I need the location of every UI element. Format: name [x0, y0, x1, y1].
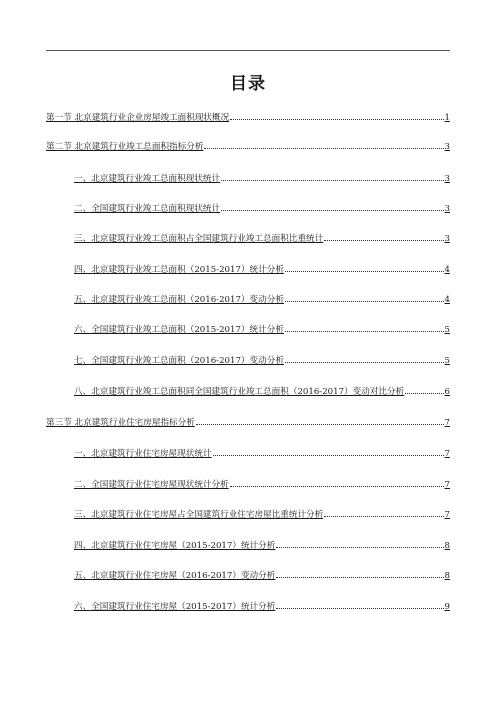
- toc-entry-3-4[interactable]: [74, 540, 450, 552]
- toc-entry-label: 第一节 北京建筑行业企业房屋竣工面积现状概况: [46, 113, 230, 123]
- dot-leader: [324, 509, 443, 517]
- dot-leader: [285, 264, 444, 272]
- dot-leader: [285, 324, 444, 332]
- dot-leader: [230, 112, 443, 120]
- dot-leader: [213, 448, 444, 456]
- toc-entry-label: 六、全国建筑行业住宅房屋（2015-2017）统计分析: [74, 602, 276, 612]
- toc-entry-page: 5: [444, 356, 450, 366]
- page-title: 目录: [230, 74, 266, 94]
- toc-entry-section-1[interactable]: [46, 112, 450, 124]
- toc-entry-3-6[interactable]: [74, 601, 450, 613]
- toc-entry-page: 3: [444, 234, 450, 244]
- toc-entry-label: 六、全国建筑行业竣工总面积（2015-2017）统计分析: [74, 325, 284, 335]
- toc-entry-page: 7: [444, 418, 450, 428]
- toc-entry-page: 8: [444, 541, 450, 551]
- toc-entry-page: 7: [444, 480, 450, 490]
- toc-entry-3-5[interactable]: [74, 570, 450, 582]
- dot-leader: [405, 386, 443, 394]
- dot-leader: [204, 141, 443, 149]
- dot-leader: [221, 203, 443, 211]
- toc-entry-label: 四、北京建筑行业竣工总面积（2015-2017）统计分析: [74, 265, 284, 275]
- toc-entry-page: 3: [444, 142, 450, 152]
- toc-entry-page: 8: [444, 571, 450, 581]
- dot-leader: [285, 355, 444, 363]
- dot-leader: [276, 570, 443, 578]
- toc-entry-label: 八、北京建筑行业竣工总面积同全国建筑行业竣工总面积（2016-2017）变动对比分析: [74, 387, 405, 397]
- dot-leader: [285, 294, 444, 302]
- toc-entry-label: 一、北京建筑行业住宅房屋现状统计: [74, 449, 212, 459]
- toc-entry-page: 7: [444, 510, 450, 520]
- toc-entry-section-3[interactable]: [46, 417, 450, 429]
- toc-entry-3-3[interactable]: [74, 509, 450, 521]
- toc-entry-page: 4: [444, 295, 450, 305]
- toc-entry-label: 三、北京建筑行业竣工总面积占全国建筑行业竣工总面积比重统计: [74, 234, 324, 244]
- toc-entry-2-8[interactable]: [74, 386, 450, 398]
- toc-entry-2-5[interactable]: [74, 294, 450, 306]
- toc-entry-page: 6: [444, 387, 450, 397]
- toc-entry-label: 五、北京建筑行业竣工总面积（2016-2017）变动分析: [74, 295, 284, 305]
- toc-entry-label: 七、全国建筑行业竣工总面积（2016-2017）变动分析: [74, 356, 284, 366]
- toc-entry-label: 三、北京建筑行业住宅房屋占全国建筑行业住宅房屋比重统计分析: [74, 510, 324, 520]
- toc-entry-label: 四、北京建筑行业住宅房屋（2015-2017）统计分析: [74, 541, 276, 551]
- toc-entry-page: 9: [444, 602, 450, 612]
- toc-entry-label: 五、北京建筑行业住宅房屋（2016-2017）变动分析: [74, 571, 276, 581]
- toc-entry-3-1[interactable]: [74, 448, 450, 460]
- toc-entry-section-2[interactable]: [46, 141, 450, 153]
- toc-entry-label: 第二节 北京建筑行业竣工总面积指标分析: [46, 142, 204, 152]
- toc-entry-page: 4: [444, 265, 450, 275]
- toc-entry-2-2[interactable]: [74, 203, 450, 215]
- dot-leader: [196, 417, 444, 425]
- toc-entry-label: 二、全国建筑行业住宅房屋现状统计分析: [74, 480, 229, 490]
- toc-entry-2-6[interactable]: [74, 324, 450, 336]
- toc-entry-2-1[interactable]: [74, 173, 450, 185]
- dot-leader: [324, 233, 443, 241]
- dot-leader: [221, 173, 443, 181]
- toc-entry-page: 3: [444, 174, 450, 184]
- dot-leader: [276, 540, 443, 548]
- toc-entry-page: 1: [444, 113, 450, 123]
- toc-entry-label: 一、北京建筑行业竣工总面积现状统计: [74, 174, 221, 184]
- dot-leader: [230, 479, 444, 487]
- toc-entry-3-2[interactable]: [74, 479, 450, 491]
- toc-entry-page: 7: [444, 449, 450, 459]
- toc-entry-label: 二、全国建筑行业竣工总面积现状统计: [74, 204, 221, 214]
- toc-entry-2-3[interactable]: [74, 233, 450, 245]
- toc-entry-page: 3: [444, 204, 450, 214]
- toc-entry-label: 第三节 北京建筑行业住宅房屋指标分析: [46, 418, 195, 428]
- toc-entry-page: 5: [444, 325, 450, 335]
- toc-entry-2-4[interactable]: [74, 264, 450, 276]
- dot-leader: [276, 601, 443, 609]
- toc-entry-2-7[interactable]: [74, 355, 450, 367]
